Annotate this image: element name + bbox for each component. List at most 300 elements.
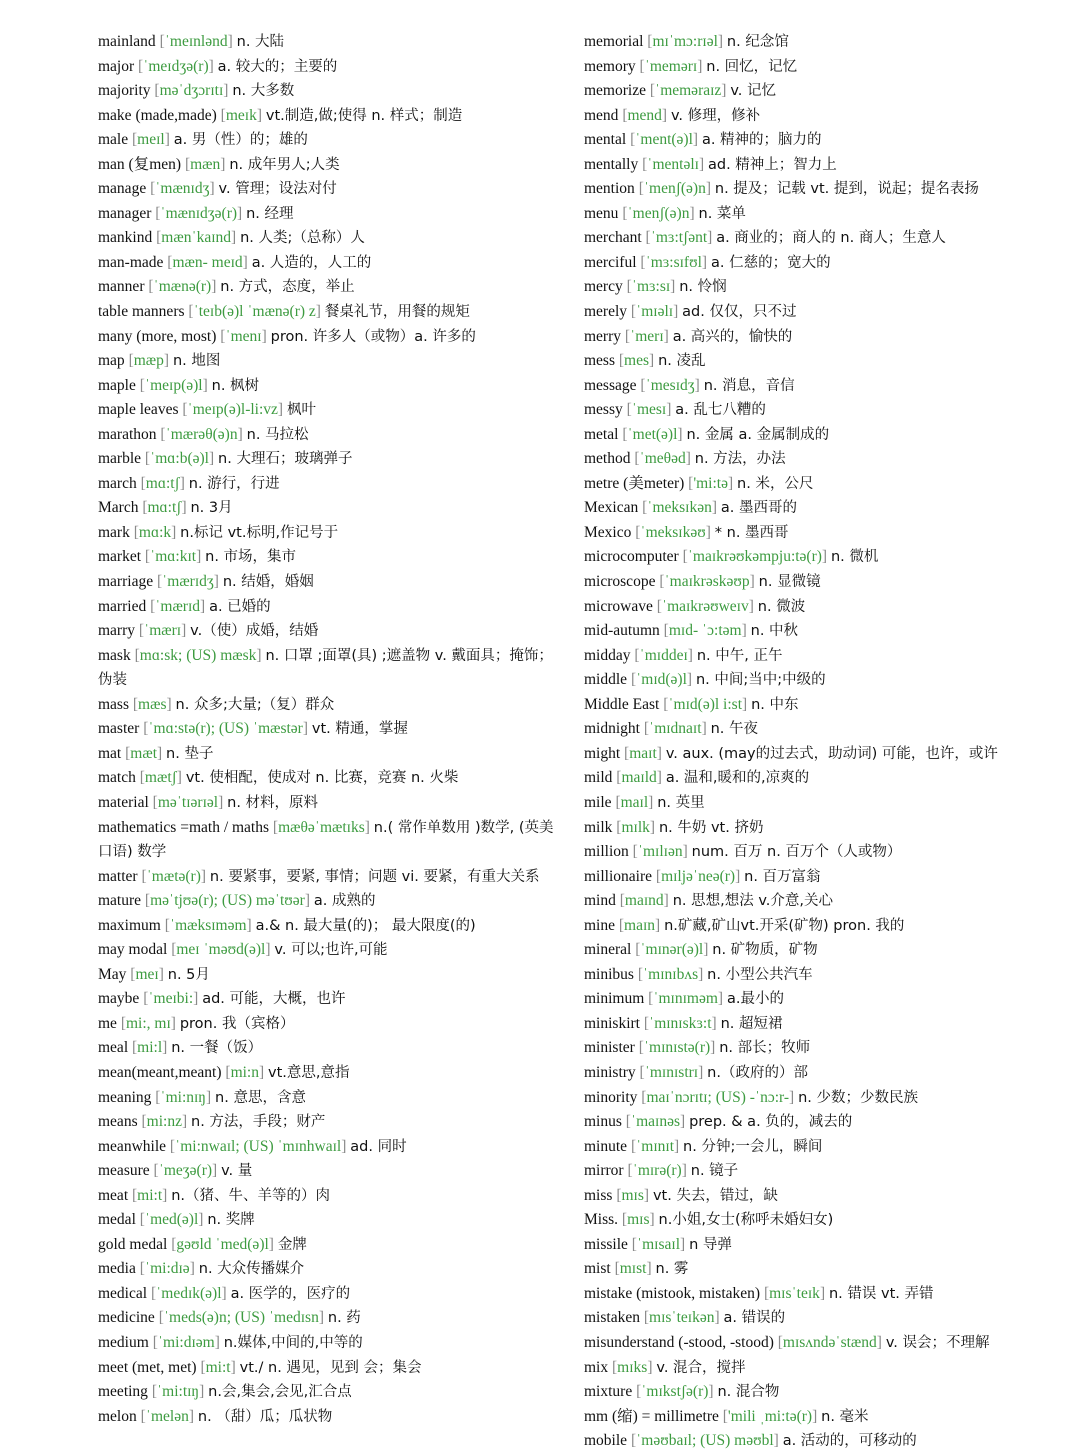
bracket-close: ]: [680, 1235, 686, 1253]
phonetic: mi:t: [205, 1358, 231, 1376]
phonetic: maɪˈnɔrɪtɪ; (US) -ˈnɔ:r-: [646, 1088, 790, 1106]
headword: mm (缩) = millimetre: [584, 1407, 719, 1425]
headword: me: [98, 1014, 117, 1032]
phonetic: ˈmɪəlɪ: [636, 303, 674, 321]
phonetic: mend: [627, 106, 662, 124]
definition: vt. 精通，掌握: [311, 721, 408, 738]
definition: n.标记 vt.标明,作记号于: [180, 524, 339, 541]
headword: march: [98, 474, 137, 492]
definition: n. 材料，原料: [227, 794, 319, 811]
definition: a. 高兴的，愉快的: [672, 328, 793, 345]
phonetic: ˈmi:dɪə: [144, 1260, 190, 1278]
bracket-open: [: [619, 892, 625, 910]
headword: maple: [98, 376, 136, 394]
phonetic: ˈmænɪdʒ: [155, 180, 210, 198]
bracket-close: ]: [649, 352, 655, 370]
definition: ad. 同时: [350, 1138, 407, 1155]
vocabulary-entry: [98, 496, 558, 521]
definition: a. 精神的；脑力的: [701, 132, 822, 149]
bracket-close: ]: [705, 180, 711, 198]
vocabulary-entry: [98, 865, 558, 890]
bracket-open: [: [158, 1309, 164, 1327]
headword: memorize: [584, 82, 646, 100]
headword: manage: [98, 180, 147, 198]
headword: table manners: [98, 303, 185, 321]
vocabulary-entry: [98, 1331, 558, 1356]
definition: n. 大众传播媒介: [198, 1261, 305, 1278]
vocabulary-entry: [584, 1208, 1054, 1233]
headword: marathon: [98, 425, 157, 443]
phonetic: məˈtjʊə(r); (US) məˈtʊər: [150, 892, 305, 910]
definition: n.（政府的）部: [707, 1064, 808, 1081]
bracket-open: [: [150, 180, 156, 198]
vocabulary-entry: [584, 791, 1054, 816]
bracket-open: [: [630, 303, 637, 321]
phonetic: ˈmentəlɪ: [647, 155, 699, 173]
vocabulary-entry: [584, 1135, 1054, 1160]
bracket-open: [: [622, 204, 628, 222]
definition: n.（猪、牛、羊等的）肉: [171, 1187, 331, 1204]
bracket-close: ]: [196, 548, 202, 566]
headword: merchant: [584, 229, 642, 247]
headword: memory: [584, 57, 636, 75]
vocabulary-entry: [98, 545, 558, 570]
phonetic: ˈmænɪdʒə(r): [160, 204, 238, 222]
bracket-open: [: [630, 671, 637, 689]
bracket-open: [: [182, 401, 188, 419]
headword: meat: [98, 1186, 129, 1204]
headword: match: [98, 769, 136, 787]
bracket-open: [: [138, 622, 145, 640]
headword: master: [98, 720, 140, 738]
phonetic: ˈmɑ:b(ə)l: [150, 450, 209, 468]
definition: n. 方法，办法: [694, 451, 786, 468]
phonetic: ˈmɜ:sɪfʊl: [645, 253, 702, 271]
bracket-close: ]: [697, 57, 703, 75]
vocabulary-entry: [98, 1086, 558, 1111]
phonetic: ˈmeɪp(ə)l-li:vz: [187, 401, 278, 419]
vocabulary-entry: [584, 275, 1054, 300]
bracket-open: [: [155, 1088, 161, 1106]
bracket-open: [: [164, 916, 170, 934]
bracket-close: ]: [649, 1211, 655, 1229]
definition: n. 地图: [172, 353, 221, 370]
phonetic: ˈmærɪ: [144, 622, 182, 640]
definition: a. 成熟的: [313, 893, 376, 910]
bracket-open: [: [150, 597, 156, 615]
headword: married: [98, 597, 147, 615]
vocabulary-entry: [98, 374, 558, 399]
vocabulary-entry: [98, 889, 558, 914]
bracket-close: ]: [157, 744, 163, 762]
bracket-close: ]: [318, 1309, 324, 1327]
vocabulary-entry: [98, 963, 558, 988]
bracket-close: ]: [208, 450, 215, 468]
headword: mentally: [584, 155, 639, 173]
vocabulary-entry: [98, 128, 558, 153]
bracket-open: [: [649, 82, 656, 100]
headword: microcomputer: [584, 548, 679, 566]
phonetic: ˈmed(ə)l: [144, 1211, 199, 1229]
definition: v. 管理；设法对付: [218, 181, 337, 198]
bracket-open: [: [132, 1186, 138, 1204]
definition: n. 微机: [830, 549, 879, 566]
vocabulary-entry: [98, 1135, 558, 1160]
bracket-open: [: [659, 573, 665, 591]
bracket-close: ]: [673, 303, 679, 321]
definition: a. 墨西哥的: [720, 500, 798, 517]
bracket-close: ]: [202, 376, 208, 394]
bracket-close: ]: [268, 1235, 274, 1253]
headword: mental: [584, 131, 627, 149]
bracket-open: [: [624, 744, 630, 762]
bracket-open: [: [160, 425, 166, 443]
definition: n.矿藏,矿山vt.开采(矿物) pron. 我的: [664, 917, 905, 934]
bracket-close: ]: [701, 253, 708, 271]
bracket-close: ]: [748, 597, 754, 615]
bracket-close: ]: [698, 155, 705, 173]
bracket-open: [: [612, 1358, 618, 1376]
definition: n. 垫子: [166, 745, 214, 762]
bracket-close: ]: [647, 1358, 653, 1376]
vocabulary-entry: [584, 1184, 1054, 1209]
bracket-open: [: [630, 131, 636, 149]
bracket-open: [: [133, 523, 139, 541]
definition: vt. 使相配，使成对 n. 比赛，竞赛 n. 火柴: [185, 770, 459, 787]
bracket-open: [: [139, 769, 145, 787]
definition: n. 百万富翁: [744, 868, 821, 885]
bracket-open: [: [763, 1284, 770, 1302]
vocabulary-entry: [584, 1429, 1054, 1454]
vocabulary-entry: [98, 251, 558, 276]
bracket-open: [: [616, 769, 622, 787]
bracket-open: [: [722, 1407, 728, 1425]
headword: minister: [584, 1039, 635, 1057]
vocabulary-entry: [584, 1331, 1054, 1356]
vocabulary-entry: [98, 177, 558, 202]
headword: miniskirt: [584, 1014, 640, 1032]
phonetic: ˈmætə(r): [146, 867, 201, 885]
vocabulary-entry: [584, 1159, 1054, 1184]
phonetic: mɪsˈteɪk: [769, 1284, 820, 1302]
bracket-close: ]: [212, 1162, 218, 1180]
phonetic: ˈmɪnɪskɜ:t: [649, 1014, 712, 1032]
bracket-open: [: [622, 425, 628, 443]
phonetic: mi:n: [230, 1063, 259, 1081]
bracket-close: ]: [256, 106, 262, 124]
headword: March: [98, 499, 139, 517]
definition: a. 商业的；商人的 n. 商人；生意人: [716, 230, 946, 247]
phonetic: ˈmesɪdʒ: [645, 376, 695, 394]
bracket-close: ]: [211, 278, 217, 296]
phonetic: mi:l: [137, 1039, 163, 1057]
definition: n.会,集会,会见,汇合点: [208, 1384, 352, 1401]
definition: n. 纪念馆: [726, 34, 789, 50]
bracket-open: [: [643, 1014, 650, 1032]
headword: matter: [98, 867, 138, 885]
bracket-close: ]: [302, 720, 309, 738]
vocabulary-entry: [584, 545, 1054, 570]
headword: Mexico: [584, 523, 632, 541]
bracket-open: [: [634, 646, 640, 664]
bracket-close: ]: [689, 204, 695, 222]
vocabulary-entry: [584, 570, 1054, 595]
vocabulary-entry: [98, 104, 558, 129]
definition: v.（使）成婚，结婚: [190, 623, 319, 640]
headword: many (more, most): [98, 327, 217, 345]
phonetic: ˈmesɪ: [631, 401, 667, 419]
vocabulary-entry: [584, 325, 1054, 350]
bracket-open: [: [144, 892, 151, 910]
vocabulary-entry: [98, 423, 558, 448]
bracket-close: ]: [710, 1039, 716, 1057]
headword: melon: [98, 1407, 137, 1425]
bracket-open: [: [655, 867, 662, 885]
headword: minus: [584, 1113, 622, 1131]
phonetic: ˈmɪdnaɪt: [649, 720, 702, 738]
bracket-open: [: [618, 352, 625, 370]
vocabulary-entry: [98, 914, 558, 939]
bracket-close: ]: [773, 1432, 779, 1450]
bracket-close: ]: [727, 474, 734, 492]
bracket-close: ]: [821, 548, 828, 566]
vocabulary-entry: [584, 423, 1054, 448]
definition: pron. 我（宾格）: [179, 1015, 295, 1032]
vocabulary-entry: [98, 1012, 558, 1037]
headword: miss: [584, 1186, 613, 1204]
definition: vt. 失去，错过，缺: [652, 1187, 778, 1204]
definition: n. 镜子: [690, 1163, 739, 1180]
vocabulary-entry: [584, 742, 1054, 767]
bracket-close: ]: [711, 1014, 717, 1032]
vocabulary-entry: [584, 496, 1054, 521]
bracket-close: ]: [237, 204, 243, 222]
definition: a. 医学的，医疗的: [230, 1285, 351, 1302]
vocabulary-entry: [584, 1012, 1054, 1037]
vocabulary-entry: [584, 1356, 1054, 1381]
bracket-open: [: [125, 744, 131, 762]
bracket-close: ]: [656, 769, 662, 787]
headword: might: [584, 744, 621, 762]
vocabulary-entry: [98, 595, 558, 620]
bracket-close: ]: [231, 229, 237, 247]
vocabulary-entry: [98, 226, 558, 251]
bracket-open: [: [154, 82, 160, 100]
definition: n. 中间;当中;中级的: [695, 672, 826, 689]
definition: n. 分钟;一会儿，瞬间: [683, 1138, 823, 1155]
definition: v. 量: [221, 1163, 253, 1180]
vocabulary-entry: [98, 472, 558, 497]
bracket-close: ]: [162, 1039, 168, 1057]
vocabulary-entry: [584, 104, 1054, 129]
bracket-close: ]: [213, 573, 219, 591]
headword: make (made,made): [98, 106, 217, 124]
headword: minibus: [584, 965, 634, 983]
bracket-close: ]: [705, 523, 711, 541]
vocabulary-column-right: [584, 30, 1054, 1454]
phonetic: mɪst: [619, 1260, 647, 1278]
bracket-close: ]: [694, 376, 700, 394]
bracket-open: [: [272, 818, 279, 836]
bracket-open: [: [132, 1039, 138, 1057]
definition: n. 众多;大量;（复）群众: [175, 696, 335, 713]
bracket-close: ]: [189, 1260, 195, 1278]
bracket-close: ]: [698, 965, 704, 983]
phonetic: ˈmenʃ(ə)n: [627, 204, 690, 222]
definition: n. 方法，手段；财产: [191, 1114, 326, 1131]
phonetic: ˈmerɪ: [630, 327, 664, 345]
definition: n.( 常作单数用 )数学, (英美口语) 数学: [98, 819, 554, 861]
vocabulary-entry: [98, 619, 558, 644]
bracket-open: [: [220, 327, 226, 345]
bracket-open: [: [220, 106, 226, 124]
phonetic: ˈmi:nwaɪl; (US) ˈmɪnhwaɪl: [175, 1137, 342, 1155]
phonetic: ˈmeksɪkəʊ: [640, 523, 706, 541]
headword: meeting: [98, 1383, 148, 1401]
bracket-close: ]: [265, 941, 271, 959]
definition: n. 经理: [246, 205, 294, 222]
vocabulary-entry: [98, 1184, 558, 1209]
headword: mixture: [584, 1383, 633, 1401]
vocabulary-entry: [98, 987, 558, 1012]
vocabulary-entry: [584, 251, 1054, 276]
vocabulary-entry: [98, 447, 558, 472]
vocabulary-entry: [98, 398, 558, 423]
definition: v. 可以;也许,可能: [274, 942, 388, 959]
vocabulary-entry: [98, 79, 558, 104]
bracket-close: ]: [692, 131, 699, 149]
definition: n. 药: [327, 1310, 361, 1327]
bracket-close: ]: [304, 892, 310, 910]
definition: a. 仁慈的；宽大的: [710, 254, 831, 271]
vocabulary-entry: [584, 349, 1054, 374]
bracket-open: [: [656, 597, 662, 615]
definition: v. 修理，修补: [670, 107, 761, 124]
phonetic: mɪs: [621, 1186, 644, 1204]
phonetic: ˈmɪd(ə)l: [636, 671, 687, 689]
headword: medium: [98, 1333, 149, 1351]
bracket-close: ]: [681, 1162, 687, 1180]
bracket-open: [: [663, 622, 669, 640]
vocabulary-entry: [98, 938, 558, 963]
headword: millionaire: [584, 867, 653, 885]
bracket-close: ]: [687, 646, 693, 664]
vocabulary-entry: [584, 865, 1054, 890]
bracket-open: [: [632, 843, 638, 861]
bracket-close: ]: [188, 1407, 195, 1425]
phonetic: maɪnd: [624, 892, 664, 910]
definition: v. 记忆: [730, 83, 777, 100]
phonetic: ˈment(ə)l: [635, 131, 693, 149]
headword: Middle East: [584, 695, 660, 713]
bracket-open: [: [640, 376, 646, 394]
vocabulary-entry: [584, 55, 1054, 80]
definition: n. 显微镜: [758, 574, 821, 591]
bracket-open: [: [169, 1137, 176, 1155]
bracket-close: ]: [648, 793, 654, 811]
bracket-open: [: [639, 1063, 645, 1081]
definition: 枫叶: [286, 402, 316, 419]
bracket-open: [: [225, 1063, 231, 1081]
bracket-open: [: [614, 1260, 620, 1278]
phonetic: ˈmeɪbi:: [148, 990, 194, 1008]
bracket-open: [: [139, 376, 145, 394]
phonetic: ˈmeθəd: [639, 450, 686, 468]
bracket-open: [: [688, 474, 694, 492]
definition: ad. 可能，大概，也许: [202, 991, 346, 1008]
phonetic: maɪt: [629, 744, 657, 762]
bracket-close: ]: [819, 1284, 826, 1302]
headword: man-made: [98, 253, 164, 271]
vocabulary-entry: [584, 717, 1054, 742]
bracket-close: ]: [666, 401, 672, 419]
vocabulary-entry: [98, 644, 558, 693]
vocabulary-entry: [584, 1257, 1054, 1282]
bracket-close: ]: [221, 1284, 227, 1302]
headword: mercy: [584, 278, 623, 296]
bracket-close: ]: [171, 523, 177, 541]
vocabulary-entry: [584, 1086, 1054, 1111]
headword: medical: [98, 1284, 148, 1302]
headword: million: [584, 843, 629, 861]
headword: mineral: [584, 941, 632, 959]
definition: n. 凌乱: [658, 353, 706, 370]
definition: n. 3月: [190, 500, 233, 517]
definition: 餐桌礼节，用餐的规矩: [324, 304, 470, 321]
definition: n. 金属 a. 金属制成的: [686, 426, 830, 443]
phonetic: meɪ: [135, 965, 159, 983]
vocabulary-entry: [98, 1233, 558, 1258]
headword: gold medal: [98, 1235, 168, 1253]
bracket-close: ]: [230, 1358, 236, 1376]
phonetic: ˈmɪnɪməm: [653, 990, 718, 1008]
bracket-open: [: [647, 33, 653, 50]
bracket-open: [: [144, 450, 151, 468]
vocabulary-entry: [98, 521, 558, 546]
definition: n. 一餐（饭）: [171, 1040, 263, 1057]
bracket-close: ]: [256, 646, 262, 664]
bracket-close: ]: [655, 916, 661, 934]
headword: market: [98, 548, 142, 566]
bracket-close: ]: [364, 818, 370, 836]
bracket-close: ]: [656, 744, 662, 762]
bracket-close: ]: [214, 1333, 220, 1351]
definition: pron. 许多人（或物）a. 许多的: [270, 328, 476, 345]
vocabulary-entry: [98, 1356, 558, 1381]
bracket-open: [: [631, 1235, 637, 1253]
bracket-close: ]: [708, 1383, 714, 1401]
headword: marble: [98, 450, 142, 468]
headword: milk: [584, 818, 613, 836]
headword: mess: [584, 352, 615, 370]
bracket-open: [: [132, 695, 139, 713]
bracket-close: ]: [166, 695, 172, 713]
definition: n. 要紧事，要紧, 事情；问题 vi. 要紧，有重大关系: [209, 868, 540, 885]
vocabulary-entry: [584, 300, 1054, 325]
headword: minimum: [584, 990, 645, 1008]
bracket-open: [: [663, 695, 669, 713]
bracket-open: [: [140, 1407, 146, 1425]
phonetic: ˈmɜ:tʃənt: [650, 229, 708, 247]
definition: n. 少数；少数民族: [798, 1089, 918, 1106]
bracket-open: [: [171, 941, 177, 959]
bracket-open: [: [624, 327, 631, 345]
vocabulary-entry: [584, 766, 1054, 791]
definition: n. 结婚，婚姻: [222, 574, 314, 591]
bracket-close: ]: [181, 499, 187, 517]
headword: mist: [584, 1260, 611, 1278]
vocabulary-entry: [98, 1257, 558, 1282]
